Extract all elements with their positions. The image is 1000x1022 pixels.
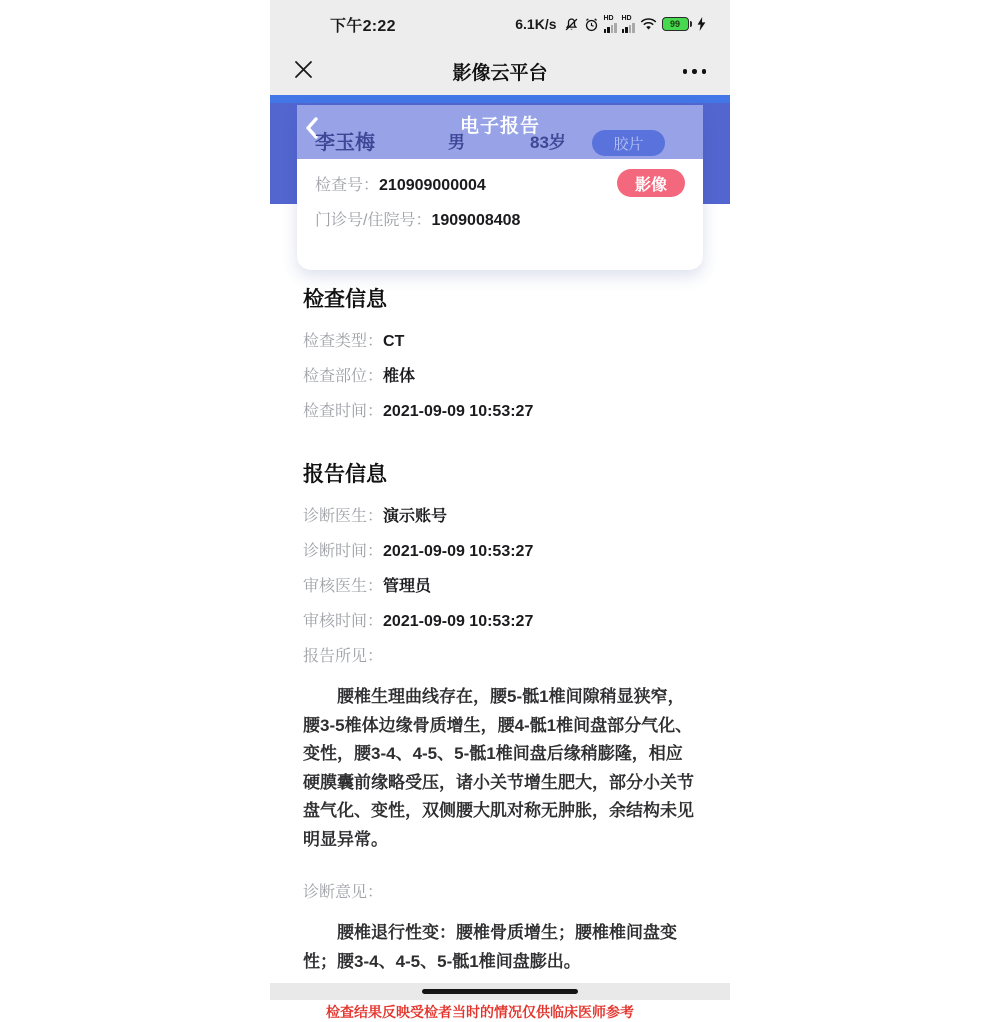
exam-section-title: 检查信息 xyxy=(303,288,387,311)
patient-age: 83岁 xyxy=(530,133,566,152)
findings-label: 报告所见： xyxy=(303,648,384,665)
report-card-header xyxy=(297,105,703,159)
bottom-bar xyxy=(270,983,730,1000)
status-time: 下午2:22 xyxy=(330,17,396,35)
sim2-hd-signal-icon: HD xyxy=(622,15,635,33)
report-title: 电子报告 xyxy=(459,116,540,137)
alarm-icon xyxy=(584,17,599,32)
visit-no-row xyxy=(315,204,685,232)
patient-name: 李玉梅 xyxy=(315,132,375,154)
exam-no-label: 检查号： xyxy=(315,176,380,194)
mute-icon xyxy=(564,17,579,32)
network-speed: 6.1K/s xyxy=(515,16,557,32)
review-doctor-row: 审核医生：管理员 xyxy=(303,578,432,595)
opinion-text: 腰椎退行性变：腰椎骨质增生；腰椎椎间盘变性；腰3-4、4-5、5-骶1椎间盘膨出。 xyxy=(303,923,677,971)
findings-text: 腰椎生理曲线存在，腰5-骶1椎间隙稍显狭窄，腰3-5椎体边缘骨质增生，腰4-骶1椎间盘部分气化、变性，腰3-4、4-5、5-骶1椎间盘后缘稍膨隆，相应硬膜囊前缘略受压，诸小关节增生肥大，部分小关节盘气化、变性，双侧腰大肌对称无肿胀，余结构未见明显异常。 xyxy=(303,687,694,849)
exam-no-value: 210909000004 xyxy=(379,176,486,194)
visit-no-value: 1909008408 xyxy=(431,211,521,229)
diagnose-doctor-row: 诊断医生：演示账号 xyxy=(303,508,448,525)
status-bar xyxy=(270,0,730,48)
report-hero xyxy=(270,95,730,270)
battery-percent: 99 xyxy=(662,17,689,31)
opinion-label: 诊断意见： xyxy=(303,884,384,901)
report-card-body xyxy=(297,159,703,232)
review-time-row: 审核时间：2021-09-09 10:53:27 xyxy=(303,613,534,630)
exam-type-row: 检查类型：CT xyxy=(303,333,405,350)
visit-no-label: 门诊号/住院号： xyxy=(315,211,432,229)
disclaimer-text: 检查结果反映受检者当时的情况仅供临床医师参考 xyxy=(326,1004,634,1020)
wifi-icon xyxy=(640,18,657,31)
patient-gender: 男 xyxy=(448,133,465,152)
page-title: 影像云平台 xyxy=(452,63,548,84)
exam-no-row xyxy=(315,169,685,197)
phone-screen xyxy=(270,0,730,1020)
header-band-top-strip xyxy=(270,95,730,103)
battery-icon xyxy=(662,17,693,31)
status-icons xyxy=(515,15,706,33)
film-button[interactable]: 胶片 xyxy=(592,130,665,156)
exam-part-row: 检查部位：椎体 xyxy=(303,368,416,385)
diagnose-time-row: 诊断时间：2021-09-09 10:53:27 xyxy=(303,543,534,560)
home-indicator[interactable] xyxy=(422,989,578,994)
sim1-hd-signal-icon: HD xyxy=(604,15,617,33)
report-content xyxy=(270,283,730,1022)
nav-bar xyxy=(270,48,730,95)
charging-icon xyxy=(697,17,706,31)
exam-time-row: 检查时间：2021-09-09 10:53:27 xyxy=(303,403,534,420)
report-section-title: 报告信息 xyxy=(303,463,387,486)
image-button[interactable]: 影像 xyxy=(617,169,685,197)
report-card xyxy=(297,105,703,270)
